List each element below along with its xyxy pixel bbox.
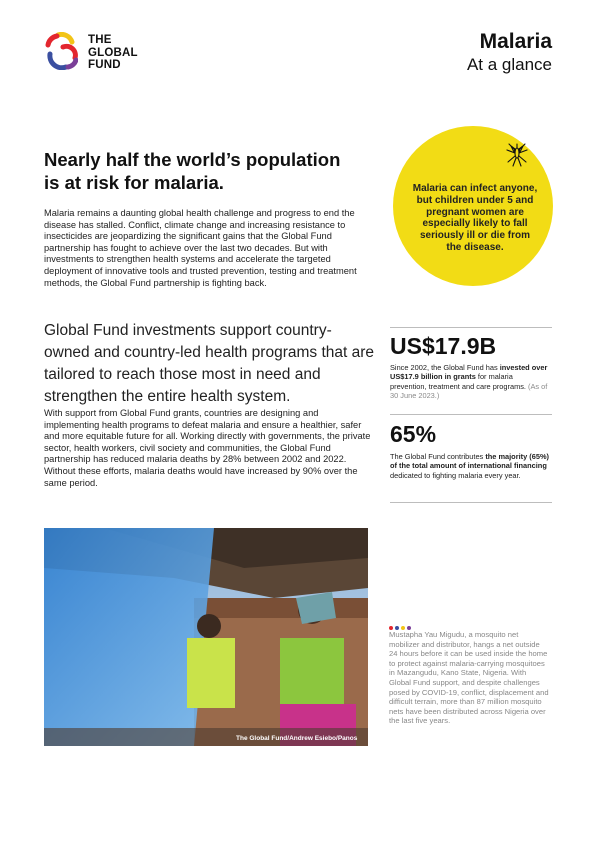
intro-paragraph: Malaria remains a daunting global health challenge and progress to end the disease has stalled. Conflict, climate change and increasing resistance to insecticides are jeopardizing the significant gains that the Global Fund partnership has fought to achieve over the last two decades. But with investments to strengthen health systems and accelerate the targeted deployment of innovative tools and trusted prevention, testing and treatment methods, the Global Fund partnership is fighting back. [44,208,357,288]
global-fund-logo [44,32,184,76]
stat-description-1 [390,363,550,400]
stat-description-2 [390,452,550,480]
lead-paragraph: Global Fund investments support country-owned and country-led health programs that are tailored to reach those most in need and strengthen the entire health system. [44,322,375,405]
divider [390,414,552,415]
headline-line-2: is at risk for malaria. [44,172,224,193]
stat-2-text: The Global Fund contributes [390,452,486,461]
headline [44,148,374,194]
stat-2-emphasis: the majority (65%) of the total amount of international financing [390,452,549,471]
stat-1-note: (As of 30 June 2023.) [390,381,548,400]
headline-line-1: Nearly half the world’s population [44,149,341,170]
logo-wordmark [88,34,138,72]
divider [390,327,552,328]
callout-text: Malaria can infect anyone, but children under 5 and pregnant women are especially likely to fall seriously ill or die from the disease. [412,183,538,253]
stat-1-emphasis: invested over US$17.9 billion in grants [390,363,548,382]
photo-credit: The Global Fund/Andrew Esiebo/Panos [236,735,358,742]
stat-1-text-end: for malaria prevention, treatment and care programs. [390,372,526,391]
photo-mosquito-net [44,528,368,746]
mosquito-icon [502,138,532,168]
photo-caption: Mustapha Yau Migudu, a mosquito net mobilizer and distributor, hangs a net outside 24 hours before it can be used inside the home to protect against malaria-carrying mosquitoes in Mazangudu, Kano State, Nigeria. With Global Fund support, and despite challenges posed by COVID-19, conflict, displacement and difficult terrain, more than 87 million mosquito nets have been distributed across Nigeria over the last five years. [389,630,549,726]
logo-line-2: GLOBAL [88,46,138,59]
caption-dots [389,617,439,623]
document-title [467,30,552,76]
stat-value-2: 65% [390,421,437,447]
logo-mark-icon [44,32,78,70]
stat-2-text-end: dedicated to fighting malaria every year. [390,470,521,480]
stat-1-text: Since 2002, the Global Fund has [390,363,500,372]
subtitle: At a glance [466,55,552,74]
stat-value-1: US$17.9B [390,333,497,359]
divider [390,502,552,503]
photo-illustration [44,528,368,746]
logo-line-3: FUND [88,59,121,71]
title: Malaria [479,30,552,53]
logo-line-1: THE [88,34,112,46]
body-paragraph: With support from Global Fund grants, countries are designing and implementing health programs to defeat malaria and ensure a healthier, safer and more equitable future for all. Working directly with governments, the private sector, health workers, civil society and communities, the Global Fund partnership has reduced malaria deaths by 28% between 2002 and 2022. Without these efforts, malaria deaths would have increased by 90% over the same period. [44,408,371,488]
